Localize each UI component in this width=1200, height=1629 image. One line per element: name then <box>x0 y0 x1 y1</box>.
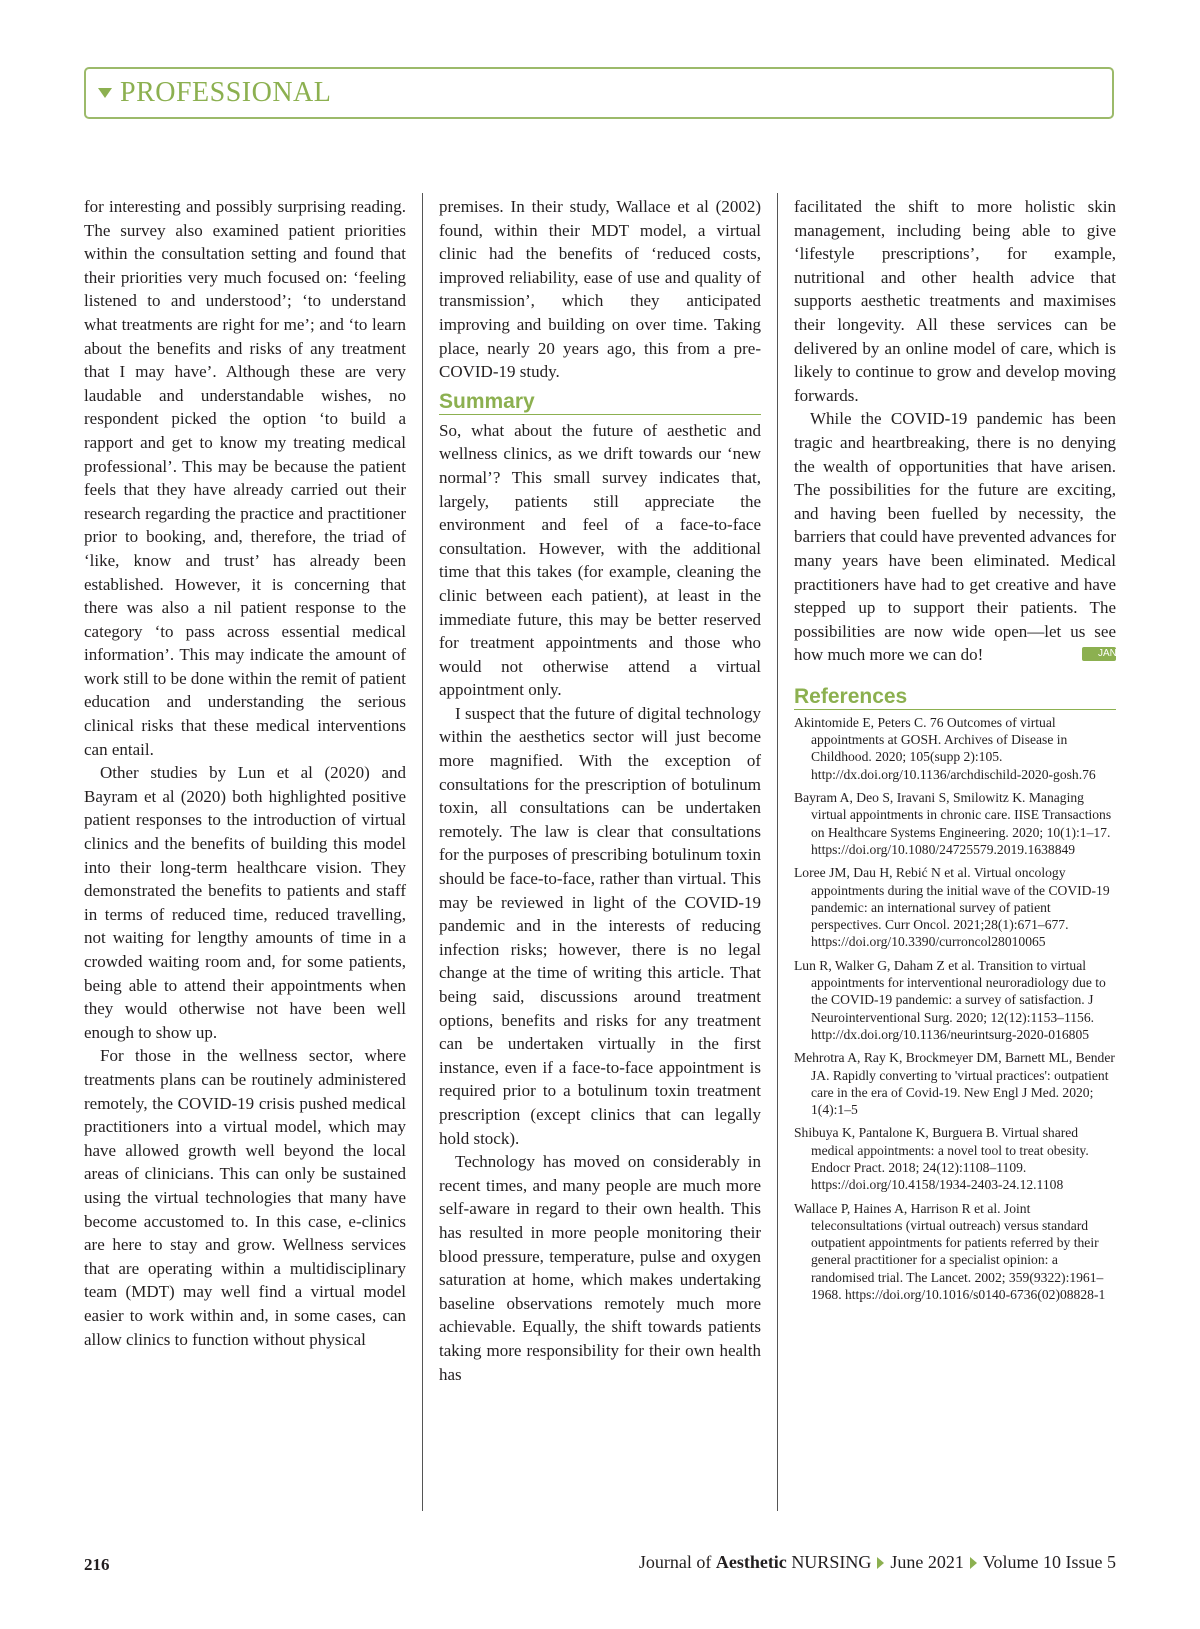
journal-name-bold: Aesthetic <box>715 1552 787 1572</box>
column-1 <box>84 195 406 1351</box>
reference-item: Akintomide E, Peters C. 76 Outcomes of virtual appointments at GOSH. Archives of Disease in Childhood. 2020; 105(supp 2):105. http://dx.doi.org/10.1136/archdischild-2020-gosh.76 <box>794 714 1096 782</box>
paragraph: So, what about the future of aesthetic and wellness clinics, as we drift towards our ‘new normal’? This small survey indicates that, largely, patients still appreciate the environment and feel of a face-to-face consultation. However, with the additional time that this takes (for example, cleaning the clinic between each patient), at least in the immediate future, this may be better reserved for treatment appointments and those who would not otherwise attend a virtual appointment only. <box>439 420 761 700</box>
reference-item: Mehrotra A, Ray K, Brockmeyer DM, Barnett ML, Bender JA. Rapidly converting to 'virtual practices': outpatient care in the era of Covid-19. New Engl J Med. 2020; 1(4):1–5 <box>794 1050 1115 1118</box>
volume-issue: Volume 10 Issue 5 <box>982 1552 1116 1572</box>
triangle-down-icon <box>98 88 112 98</box>
journal-footer <box>639 1552 1116 1573</box>
reference-item: Lun R, Walker G, Daham Z et al. Transition to virtual appointments for interventional neuroradiology due to the COVID-19 pandemic: a survey of satisfaction. J Neurointerventional Surg. 2020; 12(12):1153–1156. http://dx.doi.org/10.1136/neurintsurg-2020-016805 <box>794 957 1106 1042</box>
paragraph: Technology has moved on considerably in recent times, and many people are much more self-aware in regard to their own health. This has resulted in more people monitoring their blood pressure, temperature, pulse and oxygen saturation at home, which makes undertaking baseline observations remotely much more achievable. Equally, the shift towards patients taking more responsibility for their own health has <box>439 1152 761 1384</box>
section-header <box>84 67 1114 119</box>
paragraph: premises. In their study, Wallace et al (2002) found, within their MDT model, a virtual clinic had the benefits of ‘reduced costs, improved reliability, ease of use and quality of transmission’, which they anticipated improving and building on over time. Taking place, nearly 20 years ago, this from a pre-COVID-19 study. <box>439 197 761 382</box>
paragraph: I suspect that the future of digital technology within the aesthetics sector will just become more magnified. With the exception of consultations for the prescription of botulinum toxin, all consultations can be undertaken remotely. The law is clear that consultations for the purposes of prescribing botulinum toxin should be face-to-face, rather than virtual. This may be reviewed in light of the COVID-19 pandemic and in the interests of reducing infection risks; however, there is no legal change at the time of writing this article. That being said, discussions around treatment options, benefits and risks for any treatment can be undertaken virtually in the first instance, even if a face-to-face appointment is required prior to a botulinum toxin treatment prescription (except clinics that can legally hold stock). <box>439 703 762 1148</box>
reference-item: Shibuya K, Pantalone K, Burguera B. Virtual shared medical appointments: a novel tool to treat obesity. Endocr Pract. 2018; 24(12):1108–1109. https://doi.org/10.4158/1934-2403-24.12.1108 <box>794 1125 1089 1193</box>
paragraph-text: While the COVID-19 pandemic has been tragic and heartbreaking, there is no denying the wealth of opportunities that have arisen. The possibilities for the future are exciting, and having been fuelled by necessity, the barriers that could have prevented advances for many years have been eliminated. Medical practitioners have had to get creative and have stepped up to support their patients. The possibilities are now wide open—let us see how much more we can do! <box>794 409 1116 665</box>
issue-date: June 2021 <box>890 1552 964 1572</box>
column-2 <box>439 195 761 1386</box>
paragraph: For those in the wellness sector, where treatments plans can be routinely administered remotely, the COVID-19 crisis pushed medical practitioners into a virtual model, which may have allowed growth well beyond the local areas of clinicians. This can only be sustained using the virtual technologies that many have become accustomed to. In this case, e-clinics are here to stay and grow. Wellness services that are operating within a multidisciplinary team (MDT) may well find a virtual model easier to work within and, in some cases, can allow clinics to function without physical <box>84 1046 406 1349</box>
paragraph: for interesting and possibly surprising reading. The survey also examined patient priorities within the consultation setting and found that their priorities very much focused on: ‘feeling listened to and understood’; ‘to understand what treatments are right for me’; and ‘to learn about the benefits and risks of any treatment that I may have’. Although these are very laudable and understandable wishes, no respondent picked the option ‘to build a rapport and get to know my treating medical professional’. This may be because the patient feels that they have already carried out their research regarding the practice and practitioner prior to booking, and, therefore, the triad of ‘like, know and trust’ has already been established. However, it is concerning that there was also a nil patient response to the category ‘to pass across essential medical information’. This may indicate the amount of work still to be done within the remit of patient education and understanding the serious clinical risks that these medical interventions can entail. <box>84 197 406 759</box>
paragraph: facilitated the shift to more holistic skin management, including being able to give ‘lifestyle prescriptions’, for example, nutritional and other health advice that supports aesthetic treatments and maximises their longevity. All these services can be delivered by an online model of care, which is likely to continue to grow and develop moving forwards. <box>794 197 1116 405</box>
journal-prefix: Journal of <box>638 1552 712 1572</box>
reference-item: Loree JM, Dau H, Rebić N et al. Virtual oncology appointments during the initial wave of the COVID-19 pandemic: an international survey of patient perspectives. Curr Oncol. 2021;28(1):671–677. https://doi.org/10.3390/curroncol28010065 <box>794 865 1110 950</box>
arrow-right-icon <box>970 1557 977 1569</box>
column-3 <box>794 195 1116 1309</box>
reference-item: Bayram A, Deo S, Iravani S, Smilowitz K. Managing virtual appointments in chronic care. IISE Transactions on Healthcare Systems Engineering. 2020; 10(1):1–17. https://doi.org/10.1080/24725579.2019.1638849 <box>794 790 1112 857</box>
end-of-article-icon: JAN <box>1082 647 1116 661</box>
arrow-right-icon <box>877 1557 884 1569</box>
reference-item: Wallace P, Haines A, Harrison R et al. Joint teleconsultations (virtual outreach) versus standard outpatient appointments for patients referred by their general practitioner for a specialist opinion: a randomised trial. The Lancet. 2002; 359(9322):1961–1968. https://doi.org/10.1016/s0140-6736(02)08828-1 <box>794 1200 1106 1303</box>
column-divider <box>422 193 423 1511</box>
reference-list <box>794 714 1116 1304</box>
column-divider <box>777 193 778 1511</box>
references-heading: References <box>794 685 1116 710</box>
paragraph: Other studies by Lun et al (2020) and Bayram et al (2020) both highlighted positive patient responses to the introduction of virtual clinics and the benefits of building this model into their long-term healthcare vision. They demonstrated the benefits to patients and staff in terms of reduced time, reduced travelling, not waiting for lengthy amounts of time in a crowded waiting room and, for some patients, being able to attend their appointments when they would otherwise not have been well enough to show up. <box>84 763 406 1042</box>
journal-suffix: NURSING <box>791 1552 872 1572</box>
page-number: 216 <box>84 1555 110 1574</box>
section-label: PROFESSIONAL <box>120 77 332 108</box>
paragraph <box>794 407 1116 667</box>
summary-heading: Summary <box>439 390 761 415</box>
